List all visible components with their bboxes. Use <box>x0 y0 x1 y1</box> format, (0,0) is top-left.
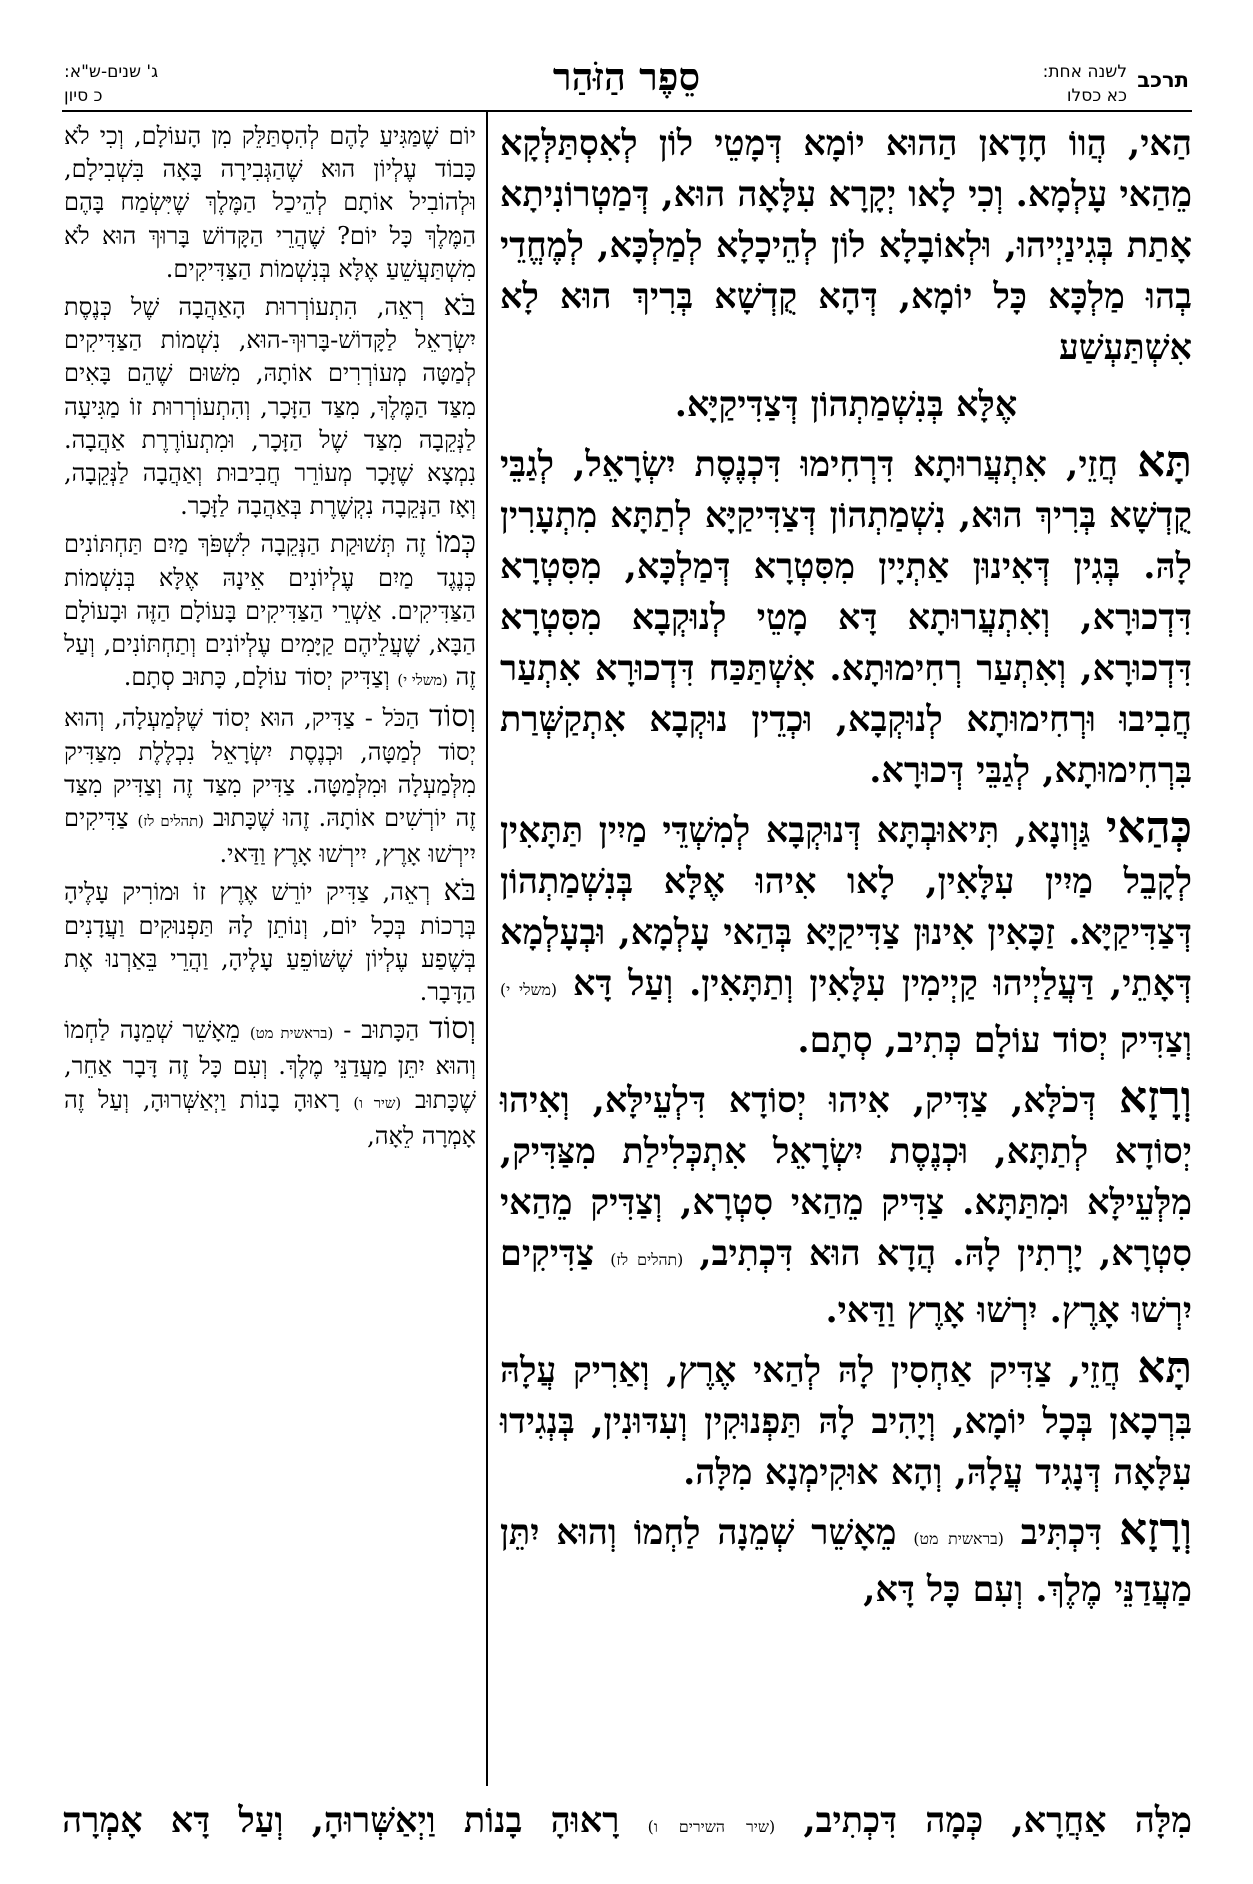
side-paragraph <box>64 120 476 286</box>
side-text: זֶה תְּשׁוּקַת הַנְּקֵבָה לִשְׁפֹּךְ מַיִם תַּחְתּוֹנִים כְּנֶגֶד מַיִם עֶלְיוֹנִים אֵינָהּ אֶלָּא בְּנִשְׁמוֹת הַצַּדִּיקִים. אַשְׁרֵי הַצַּדִּיקִים בָּעוֹלָם הַזֶּה וּבָעוֹלָם הַבָּא, שֶׁעֲלֵיהֶם קַיָּמִים עֶלְיוֹנִים וְתַחְתּוֹנִים, וְעַל זֶה <box>64 530 476 692</box>
main-text: מִלָּה אַחֲרָא, כְּמָה דִּכְתִיב, <box>803 1800 1192 1841</box>
study-schedule-one-year: לשנה אחת: <box>1042 62 1127 82</box>
source-reference: (בראשית מט) <box>913 1529 1004 1548</box>
opening-word: תָּא <box>1137 436 1192 487</box>
source-reference: (משלי י) <box>500 980 558 999</box>
header-rule <box>62 110 1192 112</box>
source-reference: (שיר השירים ו) <box>647 1817 776 1836</box>
main-paragraph <box>500 1072 1192 1336</box>
opening-word: בֹּא <box>443 288 476 324</box>
side-text: רְאֵה, צַדִּיק יוֹרֵשׁ אֶרֶץ זוֹ וּמוֹרִיק עָלֶיהָ בְּרָכוֹת בְּכָל יוֹם, וְנוֹתֵן לָהּ תַּפְנוּקִים וַעֲדָנִים בְּשֶׁפַע עֶלְיוֹן שֶׁשּׁוֹפֵעַ עָלֶיהָ, וַהֲרֵי בֵּאַרְנוּ אֶת הַדָּבָר. <box>64 878 476 1007</box>
side-text: הַכָּתוּב - <box>343 1016 420 1045</box>
opening-word: וְסוֹד <box>429 699 476 735</box>
page-title: סֵפֶר הַזֹּהַר <box>552 54 701 99</box>
opening-word: וְרָזָא <box>1119 1504 1193 1555</box>
hebrew-translation-column <box>64 120 476 1790</box>
main-text: צַדִּיקִים יִרְשׁוּ אָרֶץ. יִרְשׁוּ אָרֶץ וַדַּאי. <box>500 1233 1192 1331</box>
main-paragraph-end <box>500 379 1192 430</box>
header-left <box>64 62 264 106</box>
main-text: מֵאָשֵׁר שְׁמֵנָה לַחְמוֹ וְהוּא יִתֵּן מַעֲדַנֵּי מֶלֶךְ. וְעִם כָּל דָּא, <box>500 1512 1192 1610</box>
aramaic-column <box>500 118 1192 1788</box>
column-divider <box>486 112 488 1786</box>
main-text: חֲזֵי, צַדִּיק אַחְסִין לָהּ לְהַאי אֶרֶץ, וְאַרִיק עֲלָהּ בִּרְכָאן בְּכָל יוֹמָא, וְיָהִיב לָהּ תַּפְנוּקִין וְעִדּוּנִין, בְּנְגִידוּ עִלָּאָה דְּנָגִיד עֲלָהּ, וְהָא אוּקִימְנָא מִלָּה. <box>500 1350 1192 1493</box>
study-date-three-years: כ סיון <box>64 86 103 106</box>
side-paragraph <box>64 526 476 697</box>
main-text: אֶלָּא בְּנִשְׁמַתְהוֹן דְּצַדִּיקַיָּא. <box>674 384 1018 425</box>
side-paragraph <box>64 874 476 1009</box>
study-date-one-year: כא כסלו <box>1066 86 1127 106</box>
main-text: דְּכֹלָּא, צַדִּיק, אִיהוּ יְסוֹדָא דִּלְעֵילָּא, וְאִיהוּ יְסוֹדָא לְתַתָּא, וּכְנֶסֶת יִשְׂרָאֵל אִתְכְּלִילַת מִצַּדִּיק, מִלְּעֵילָּא וּמִתַּתָּא. צַדִּיק מֵהַאי סִטְרָא, וְצַדִּיק מֵהַאי סִטְרָא, יָרְתִין לָהּ. הֲדָא הוּא דִּכְתִיב, <box>500 1080 1192 1274</box>
side-text: הַכֹּל - צַדִּיק, הוּא יְסוֹד שֶׁלְּמַעְלָה, וְהוּא יְסוֹד לְמַטָּה, וּכְנֶסֶת יִשְׂרָאֵל נִכְלֶלֶת מִצַּדִּיק מִלְּמַעְלָה וּמִלְּמַטָּה. צַדִּיק מִצַּד זֶה וְצַדִּיק מִצַּד זֶה יוֹרְשִׁים אוֹתָהּ. זֶהוּ שֶׁכָּתוּב <box>64 704 476 833</box>
source-reference: (תהלים לז) <box>137 812 204 831</box>
side-text: רְאֵה, הִתְעוֹרְרוּת הָאַהֲבָה שֶׁל כְּנֶסֶת יִשְׂרָאֵל לַקָּדוֹשׁ-בָּרוּךְ-הוּא, נִשְׁמוֹת הַצַּדִּיקִים לְמַטָּה מְעוֹרְרִים אוֹתָהּ, מִשּׁוּם שֶׁהֵם בָּאִים מִצַּד הַמֶּלֶךְ, מִצַּד הַזָּכָר, וְהִתְעוֹרְרוּת זוֹ מַגִּיעָה לַנְּקֵבָה מִצַּד שֶׁל הַזָּכָר, וּמִתְעוֹרֶרֶת אַהֲבָה. נִמְצָא שֶׁזָּכָר מְעוֹרֵר חֲבִיבוּת וְאַהֲבָה לַנְּקֵבָה, וְאָז הַנְּקֵבָה נִקְשֶׁרֶת בְּאַהֲבָה לַזָּכָר. <box>64 293 476 521</box>
main-paragraph <box>500 1342 1192 1498</box>
opening-word: כְּמוֹ <box>435 525 476 561</box>
continuation-line <box>62 1794 1192 1854</box>
main-paragraph <box>500 118 1192 373</box>
source-reference: (בראשית מט) <box>249 1024 334 1043</box>
page-number: תרכב <box>1137 68 1189 92</box>
opening-word: כְּהַאי <box>1105 802 1192 853</box>
main-text: חֲזֵי, אִתְעֲרוּתָא דִּרְחִימוּ דִּכְנֶסֶת יִשְׂרָאֵל, לְגַבֵּי קֻדְשָׁא בְּרִיךְ הוּא, נִשְׁמַתְהוֹן דְּצַדִּיקַיָּא לְתַתָּא מִתְעָרִין לָהּ. בְּגִין דְּאִינוּן אַתְיָין מִסִּטְרָא דְּמַלְכָּא, מִסִּטְרָא דִּדְכוּרָא, וְאִתְעֲרוּתָא דָּא מָטֵי לְנוּקְבָא מִסִּטְרָא דִּדְכוּרָא, וְאִתְעַר רְחִימוּתָא. אִשְׁתַּכַּח דִּדְכוּרָא אִתְעַר חֲבִיבוּ וּרְחִימוּתָא לְנוּקְבָא, וּכְדֵין נוּקְבָא אִתְקַשְּׁרַת בִּרְחִימוּתָא, לְגַבֵּי דְּכוּרָא. <box>500 444 1192 791</box>
main-text: גַּוְונָא, תִּיאוּבְתָּא דְּנוּקְבָא לְמִשְׁדֵּי מַיִין תַּתָּאִין לְקָבֵל מַיִין עִלָּאִין, לָאו אִיהוּ אֶלָּא בְּנִשְׁמַתְהוֹן דְּצַדִּיקַיָּא. זַכָּאִין אִינוּן צַדִּיקַיָּא בְּהַאי עָלְמָא, וּבְעָלְמָא דְּאָתֵי, דַּעֲלַיְיהוּ קַיְימִין עִלָּאִין וְתַתָּאִין. וְעַל דָּא <box>500 810 1193 1004</box>
side-text: רָאוּהָ בָנוֹת וַיְאַשְּׁרוּהָ, וְעַל זֶה אָמְרָה לֵאָה, <box>64 1085 476 1150</box>
side-paragraph <box>64 289 476 523</box>
source-reference: (שיר ו) <box>353 1093 402 1112</box>
main-text: דִּכְתִּיב <box>1020 1512 1103 1553</box>
opening-word: בֹּא <box>443 873 476 909</box>
main-paragraph <box>500 802 1192 1066</box>
side-paragraph <box>64 1012 476 1153</box>
side-text: יוֹם שֶׁמַּגִּיעַ לָהֶם לְהִסְתַּלֵּק מִן הָעוֹלָם, וְכִי לֹא כָּבוֹד עֶלְיוֹן הוּא שֶׁהַגְּבִירָה בָּאָה בִּשְׁבִילָם, וּלְהוֹבִיל אוֹתָם לְהֵיכַל הַמֶּלֶךְ שֶׁיִּשְׂמַח בָּהֶם הַמֶּלֶךְ כָּל יוֹם? שֶׁהֲרֵי הַקָּדוֹשׁ בָּרוּךְ הוּא לֹא מִשְׁתַּעֲשֵׁעַ אֶלָּא בְּנִשְׁמוֹת הַצַּדִּיקִים. <box>64 122 476 283</box>
side-text: וְצַדִּיק יְסוֹד עוֹלָם, כָּתוּב סְתָם. <box>123 663 390 692</box>
source-reference: (תהלים לז) <box>610 1250 684 1269</box>
side-paragraph <box>64 700 476 871</box>
main-paragraph <box>500 1504 1192 1615</box>
opening-word: תָּא <box>1137 1342 1193 1393</box>
side-text: מֵאָשֵׁר שְׁמֵנָה לַחְמוֹ וְהוּא יִתֵּן מַעֲדַנֵּי מֶלֶךְ. וְעִם כָּל זֶה דָּבָר אַחֵר, שֶׁכָּתוּב <box>64 1016 477 1114</box>
opening-word: וְרָזָא <box>1119 1072 1192 1123</box>
source-reference: (משלי י) <box>397 671 448 690</box>
main-text: רָאוּהָ בָנוֹת וַיְאַשְּׁרוּהָ, וְעַל דָּא אָמְרָה <box>62 1800 620 1841</box>
opening-word: וְסוֹד <box>429 1011 476 1047</box>
main-paragraph <box>500 436 1192 796</box>
study-schedule-three-years: ג' שנים-ש"א: <box>64 62 159 82</box>
side-text: צַדִּיקִים יִירְשׁוּ אָרֶץ, יִירְשׁוּ אָרֶץ וַדַּאי. <box>64 804 476 869</box>
main-text: הַאי, הֲווֹ חָדָאן הַהוּא יוֹמָא דְּמָטֵי לוֹן לְאִסְתַּלְּקָא מֵהַאי עָלְמָא. וְכִי לָאו יְקָרָא עִלָּאָה הוּא, דְּמַטְרוֹנִיתָא אָתַת בְּגִינַיְיהוּ, וּלְאוֹבָלָא לוֹן לְהֵיכָלָא לְמַלְכָּא, לְמֶחֱדֵי בְהוּ מַלְכָּא כָּל יוֹמָא, דְּהָא קֻדְשָׁא בְּרִיךְ הוּא לָא אִשְׁתַּעְשַׁע <box>500 123 1192 368</box>
main-text: וְצַדִּיק יְסוֹד עוֹלָם כְּתִיב, סְתָם. <box>797 1020 1192 1061</box>
